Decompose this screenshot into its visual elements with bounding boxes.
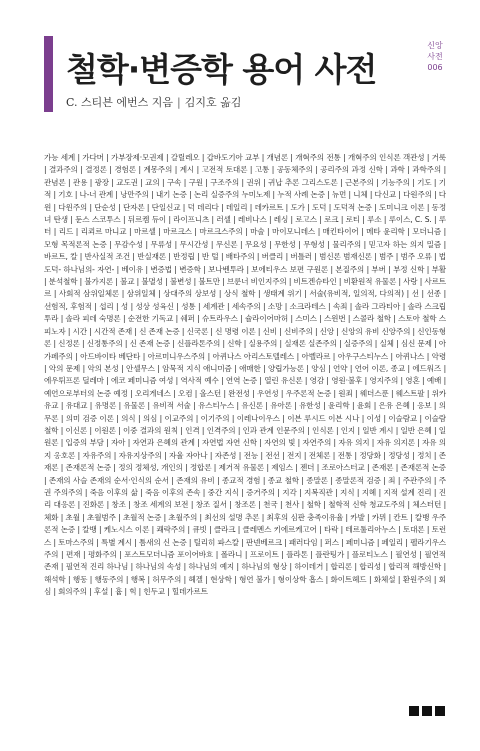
- series-label: [426, 40, 444, 73]
- logo-square-1: [409, 706, 419, 716]
- author: C. 스티븐 에번스 지음: [66, 96, 174, 109]
- logo-square-3: [435, 706, 445, 716]
- logo-square-2: [422, 706, 432, 716]
- series-line-1: 신앙: [427, 41, 443, 50]
- series-line-2: 사전: [427, 52, 443, 61]
- book-title: 철학·변증학 용어 사전: [66, 50, 377, 89]
- title-accent-bar: [44, 36, 53, 112]
- author-separator: |: [177, 96, 181, 109]
- term-list: 가능 세계 | 가다머 | 가부장제·모권제 | 갈릴레오 | 갑바도기아 교부 | 개념론 | 개혁주의 전통 | 개혁주의 인식론 객관성 | 거룩 | 결과주의 | 결정론 | 경험론 | 계몽주의 | 계시 | 고전적 토대론 | 고통 | 공동체주의 | 공리주의 과정 신학 | 과학 | 과학주의 | 관념론 | 관용 | 광장 | 교도권 | 교의 | 구속 | 구원 | 구조주의 | 권위 | 귀납 추론 그리스도론 | 근본주의 | 기능주의 | 기도 | 기적 | 기호 | 나-너 관계 | 낭만주의 | 내기 논증 | 논리 실증주의 누미노제 | 누적 사례 논증 | 뉴먼 | 니체 | 다신교 | 다원주의 | 다윈 | 다윈주의 | 단순성 | 단자론 | 단일신교 | 덕 데리다 | 데일리 | 데카르트 | 도가 | 도덕 | 도덕적 논증 | 도미니크 이론 | 동정녀 탄생 | 둔스 스코투스 | 뒤르켐 듀이 | 라이프니츠 | 러셀 | 레비나스 | 레싱 | 로고스 | 로크 | 로티 | 루소 | 루이스, C. S. | 루터 | 리드 | 리쾨르 마니교 | 마르셀 | 마르크스 | 마르크스주의 | 마술 | 마이모니데스 | 매킨타이어 | 메타 윤리학 | 모더니즘 | 모형 목적론적 논증 | 무감수성 | 무류성 | 무시간성 | 무신론 | 무요성 | 무한성 | 무형성 | 물리주의 | 믿고자 하는 의지 밀즘 | 바르트, 칼 | 반사실적 조건 | 반실재론 | 반정립 | 반 털 | 배타주의 | 버클리 | 버틀러 | 범신론 범재신론 | 범주 | 범주 오류 | 법도덕- 하나님의- 자연- | 베이유 | 변증법 | 변증학 | 보나벤투라 | 보에티우스 보편 구원론 | 본질주의 | 부버 | 부정 신학 | 부활 | 분석철학 | 불가지론 | 불교 | 불멸성 | 불변성 | 불트만 | 브룬너 비인지주의 | 비트겐슈타인 | 비환원적 유물론 | 사랑 | 사르트르 | 사회적 삼위일체론 | 삼위일체 | 상대주의 상보성 | 상식 철학 | 생태계 위기 | 서술(유비적, 일의적, 다의적) | 선 | 선종 | 선험적, 후험적 | 섭리 | 성 | 성상 성육신 | 성통 | 세계관 | 세속주의 | 소망 | 소크라테스 | 속죄 | 솔라 그라티아 | 솔라 스크립투라 | 솔라 피데 숙명론 | 순전한 기독교 | 쉐퍼 | 슈트라우스 | 슐라이어마허 | 스미스 | 스윈번 | 스콜라 철학 | 스토아 철학 스피노자 | 시간 | 시간적 존재 | 신 존재 논증 | 신국론 | 신 명령 이론 | 신비 | 신비주의 | 신앙 | 신앙의 유비 신앙주의 | 신인동형론 | 신정론 | 신정통주의 | 신 존재 논증 | 신플라톤주의 | 신학 | 실용주의 | 실재론 실존주의 | 실증주의 | 실체 | 심신 문제 | 아가페주의 | 아드바이타 베단타 | 아르미니우스주의 | 아퀴나스 아리스토텔레스 | 아벨라르 | 아우구스티누스 | 아퀴나스 | 악령 | 악의 문제 | 악의 본성 | 안셀무스 | 암묵적 지식 애니미즘 | 애매한 | 양립가능론 | 양심 | 언약 | 언어 이론, 종교 | 에드워즈 | 에우튀프론 딜레마 | 에코 페미니즘 여성 | 역사적 예수 | 연역 논증 | 열린 유신론 | 영감 | 영원·불후 | 영지주의 | 영혼 | 예배 | 예언으로부터의 논증 예정 | 오리게네스 | 오컴 | 올스턴 | 완전성 | 우연성 | 우주론적 논증 | 원죄 | 웨더스푼 | 웨스트팔 | 위카 유교 | 유대교 | 유명론 | 유물론 | 유비적 서술 | 유스티누스 | 유신론 | 유아론 | 유한성 | 윤리학 | 윤회 | 은유 은혜 | 응보 | 의무론 | 의미 검증 이론 | 의식 | 의심 | 이교주의 | 이기주의 | 이레나이우스 | 이븐 루시드 이븐 시나 | 이성 | 이슬람교 | 이슬람 철학 | 이신론 | 이원론 | 이중 결과의 원칙 | 인격 | 인격주의 | 인과 관계 인문주의 | 인식론 | 인지 | 일반 계시 | 일반 은혜 | 일원론 | 입증의 부담 | 자아 | 자연과 은혜의 관계 | 자연법 자연 신학 | 자연의 빛 | 자연주의 | 자유 의지 | 자유 의지론 | 자유 의지 옹호론 | 자유주의 | 자유지상주의 | 자율 자아나 | 자존성 | 전능 | 전선 | 전지 | 전체론 | 전통 | 정당화 | 정당성 | 정치 | 존재론 | 존재론적 논증 | 정의 정체성, 개인의 | 정합론 | 제거적 유물론 | 제임스 | 젠더 | 조로아스터교 | 존재론 | 존재론적 논증 | 존재의 사슬 존재의 순서·인식의 순서 | 존재의 유비 | 종교적 경험 | 종교 철학 | 종말론 | 종말론적 검증 | 죄 | 주관주의 | 주권 주의주의 | 죽음 이후의 삶 | 죽음 이후의 존속 | 중간 지식 | 증거주의 | 지각 | 지복직관 | 지식 | 지혜 | 지적 설계 진리 | 진리 대응론 | 진화론 | 창조 | 창조 세계의 보전 | 창조 질서 | 창조론 | 천국 | 천사 | 철학 | 철학적 신학 청교도주의 | 체스터턴 | 체화 | 초월 | 초월범주 | 초월적 논증 | 초월주의 | 최선의 설명 추론 | 최후의 심판 충족이유율 | 카발 | 카뮈 | 칸트 | 칼뱅 우주론적 논증 | 칼뱅 | 케노시스 이론 | 쾌락주의 | 큐빗 | 클라크 | 클레멘스 키에르케고어 | 타락 | 테르툴리아누스 | 토대론 | 토런스 | 토마스주의 | 특별 계시 | 틈새의 신 논증 | 틸리히 파스칼 | 판넨베르크 | 패러다임 | 퍼스 | 페미니즘 | 페일리 | 펠라기우스주의 | 편재 | 평화주의 | 포스트모더니즘 포이어바흐 | 폴라니 | 프로이트 | 플라톤 | 플란팅가 | 플로티노스 | 필연성 | 필연적 존재 | 필연적 진리 하나님 | 하나님의 속성 | 하나님의 예지 | 하나님의 형상 | 하이데거 | 합리론 | 합리성 | 합리적 해방신학 | 해석학 | 행동 | 행동주의 | 행복 | 허무주의 | 헤겔 | 현상학 | 형언 불가 | 형이상학 흡스 | 화이트헤드 | 화체설 | 환원주의 | 회심 | 회의주의 | 후설 | 흄 | 힉 | 힌두교 | 힐데가르트: [44, 153, 446, 597]
- publisher-logo: [409, 706, 445, 716]
- author-line: [66, 94, 241, 110]
- series-number: 006: [427, 63, 443, 72]
- translator: 김지호 옮김: [184, 96, 242, 109]
